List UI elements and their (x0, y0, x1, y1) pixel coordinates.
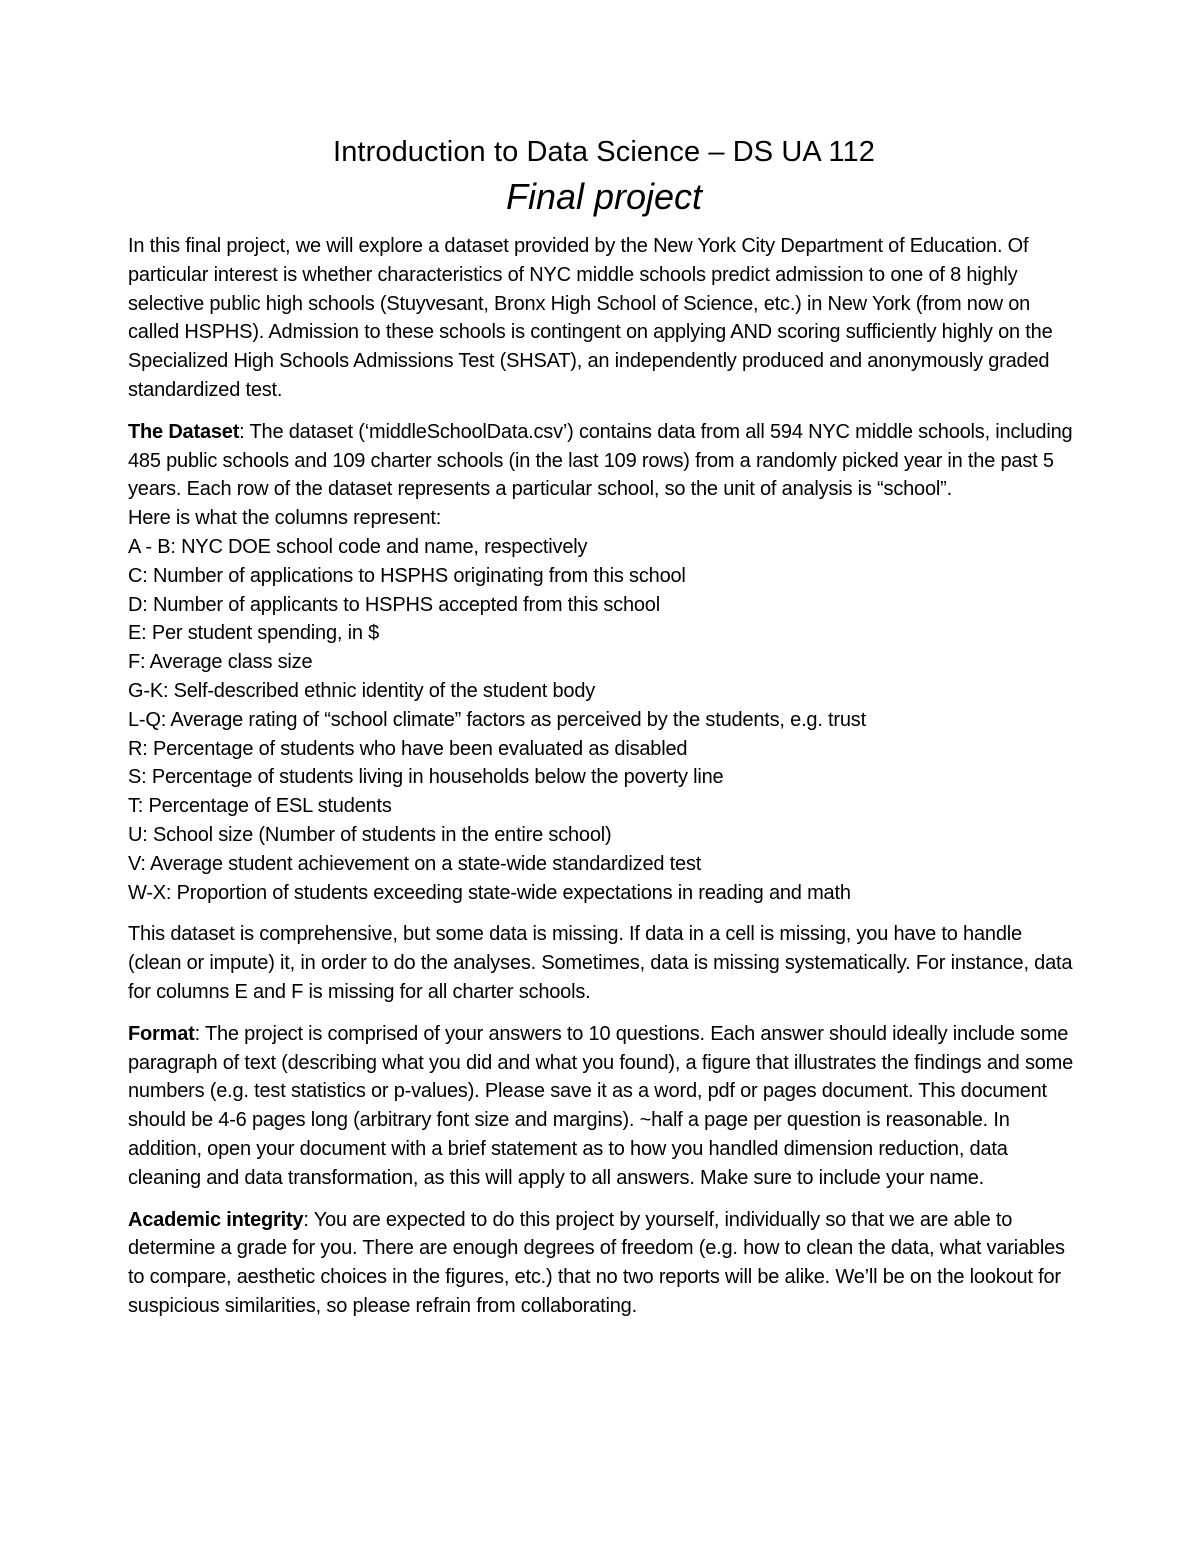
intro-paragraph: In this final project, we will explore a dataset provided by the New York City Department of Education. Of particular interest is whether characteristics of NYC middle schools predict admission to one of 8 highly selective public high schools (Stuyvesant, Bronx High School of Science, etc.) in New York (from now on called HSPHS). Admission to these schools is contingent on applying AND scoring sufficiently highly on the Specialized High Schools Admissions Test (SHSAT), an independently produced and anonymously graded standardized test. (128, 235, 1053, 401)
column-item: T: Percentage of ESL students (128, 795, 392, 818)
document-subtitle: Final project (505, 176, 703, 217)
column-item: C: Number of applications to HSPHS originating from this school (128, 564, 686, 587)
column-item: A - B: NYC DOE school code and name, respectively (128, 535, 588, 558)
column-item: L-Q: Average rating of “school climate” factors as perceived by the students, e.g. trust (128, 708, 866, 731)
column-item: V: Average student achievement on a state-wide standardized test (128, 852, 702, 875)
integrity-text: : You are expected to do this project by yourself, individually so that we are able to determine a grade for you. There are enough degrees of freedom (e.g. how to clean the data, what variables to compare, aesthetic choices in the figures, etc.) that no two reports will be alike. We’ll be on the lookout for suspicious similarities, so please refrain from collaborating. (128, 1208, 1065, 1317)
column-item: S: Percentage of students living in households below the poverty line (128, 766, 724, 789)
document-title: Introduction to Data Science – DS UA 112 (333, 136, 875, 168)
format-paragraph (128, 1020, 1080, 1193)
integrity-paragraph (128, 1206, 1080, 1321)
dataset-text: : The dataset (‘middleSchoolData.csv’) contains data from all 594 NYC middle schools, including 485 public schools and 109 charter schools (in the last 109 rows) from a randomly picked year in the past 5 years. Each row of the dataset represents a particular school, so the unit of analysis is “school”. (128, 420, 1073, 501)
column-item: D: Number of applicants to HSPHS accepted from this school (128, 593, 660, 616)
columns-intro: Here is what the columns represent: (128, 507, 442, 530)
format-text: : The project is comprised of your answers to 10 questions. Each answer should ideally include some paragraph of text (describing what you did and what you found), a figure that illustrates the findings and some numbers (e.g. test statistics or p-values). Please save it as a word, pdf or pages document. This document should be 4-6 pages long (arbitrary font size and margins). ~half a page per question is reasonable. In addition, open your document with a brief statement as to how you handled dimension reduction, data cleaning and data transformation, as this will apply to all answers. Make sure to include your name. (128, 1022, 1074, 1189)
column-item: E: Per student spending, in $ (128, 622, 380, 645)
format-label: Format (128, 1022, 195, 1045)
dataset-paragraph (128, 418, 1080, 504)
column-item: G-K: Self-described ethnic identity of the student body (128, 679, 596, 702)
missing-data-paragraph: This dataset is comprehensive, but some data is missing. If data in a cell is missing, you have to handle (clean or impute) it, in order to do the analyses. Sometimes, data is missing systematically. For instance, data for columns E and F is missing for all charter schools. (128, 923, 1073, 1003)
integrity-label: Academic integrity (128, 1208, 304, 1231)
column-item: F: Average class size (128, 651, 313, 674)
dataset-section (128, 418, 1080, 908)
column-item: W-X: Proportion of students exceeding state-wide expectations in reading and math (128, 881, 851, 904)
column-item: R: Percentage of students who have been evaluated as disabled (128, 737, 688, 760)
column-item: U: School size (Number of students in the entire school) (128, 823, 612, 846)
column-list (128, 533, 1080, 907)
dataset-label: The Dataset (128, 420, 240, 443)
